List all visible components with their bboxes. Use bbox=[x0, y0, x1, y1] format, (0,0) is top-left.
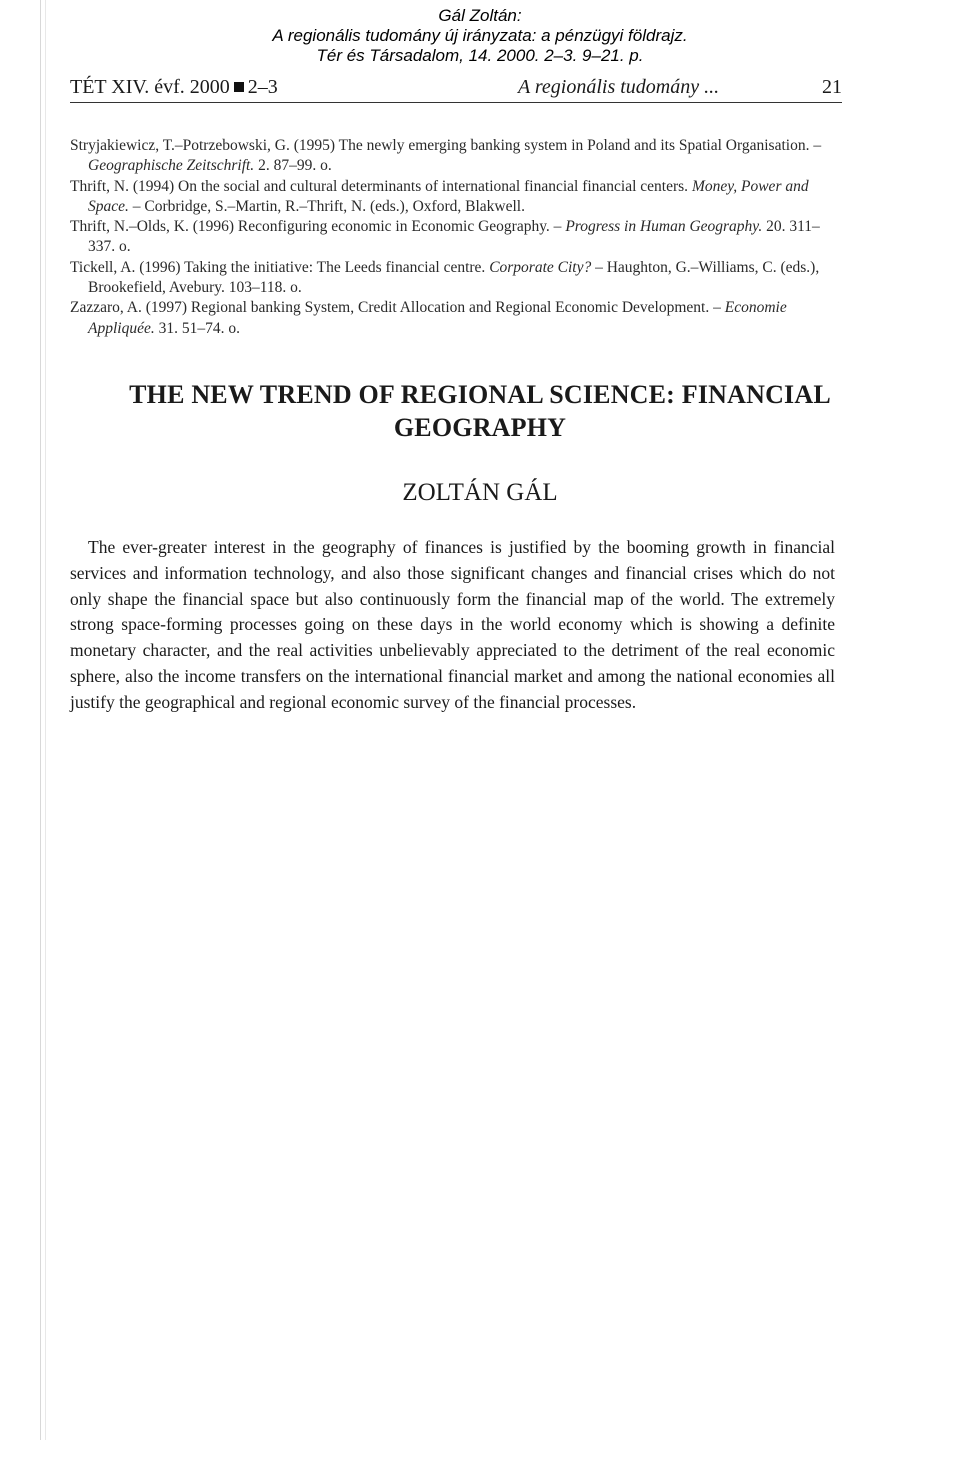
section-title: A regionális tudomány ... bbox=[518, 76, 720, 98]
reference-source: Economie Appliquée. bbox=[88, 299, 787, 337]
reference-source: Progress in Human Geography. bbox=[565, 218, 763, 236]
citation-author: Gál Zoltán: bbox=[438, 6, 522, 25]
scan-edge-line bbox=[45, 0, 46, 1440]
reference-text: – Corbridge, S.–Martin, R.–Thrift, N. (eds.), Oxford, Blakwell. bbox=[128, 197, 525, 215]
reference-text: Thrift, N.–Olds, K. (1996) Reconfiguring economic in Economic Geography. – bbox=[70, 218, 566, 236]
reference-text: 20. 311–337. o. bbox=[88, 218, 820, 256]
square-bullet-icon bbox=[234, 82, 244, 92]
reference-text: 2. 87–99. o. bbox=[254, 157, 332, 175]
reference-item bbox=[70, 177, 838, 218]
abstract-paragraph: The ever-greater interest in the geography of finances is justified by the booming growth in financial services and information technology, and also those significant changes and financial crises which do not only shape the financial space but also continuously form the financial map of the world. The extremely strong space-forming processes going on these days in the world economy which is showing a definite monetary character, and the real activities unbelievably appreciated to the detriment of the real economic sphere, also the income transfers on the international financial market and among the national economies all justify the geographical and regional economic survey of the financial processes. bbox=[70, 537, 835, 712]
reference-text: Thrift, N. (1994) On the social and cultural determinants of international financial financial centers. bbox=[70, 177, 692, 195]
reference-item bbox=[70, 258, 838, 299]
reference-item bbox=[70, 217, 838, 258]
reference-text: Tickell, A. (1996) Taking the initiative: The Leeds financial centre. bbox=[70, 258, 490, 276]
reference-list bbox=[70, 136, 838, 339]
reference-source: Money, Power and Space. bbox=[88, 177, 809, 215]
reference-source: Corporate City? bbox=[489, 258, 592, 276]
citation-title: A regionális tudomány új irányzata: a pénzügyi földrajz. bbox=[272, 26, 688, 45]
journal-name: TÉT XIV. évf. 2000 bbox=[70, 76, 230, 98]
article-author: ZOLTÁN GÁL bbox=[402, 479, 558, 506]
citation-source: Tér és Társadalom, 14. 2000. 2–3. 9–21. p. bbox=[316, 46, 644, 65]
reference-item bbox=[70, 298, 838, 339]
scan-edge-line bbox=[40, 0, 41, 1440]
reference-text: 31. 51–74. o. bbox=[154, 319, 240, 337]
running-header bbox=[70, 74, 842, 103]
article-title bbox=[70, 378, 890, 444]
journal-info bbox=[70, 74, 278, 100]
article-title-line: THE NEW TREND OF REGIONAL SCIENCE: FINANCIAL bbox=[129, 380, 831, 409]
reference-text: Stryjakiewicz, T.–Potrzebowski, G. (1995) The newly emerging banking system in Poland and its Spatial Organisation. – bbox=[70, 137, 822, 154]
reference-text: Zazzaro, A. (1997) Regional banking System, Credit Allocation and Regional Economic Development. – bbox=[70, 299, 725, 317]
reference-source: Geographische Zeitschrift. bbox=[88, 157, 255, 175]
issue-number: 2–3 bbox=[247, 76, 278, 98]
citation-block bbox=[0, 6, 960, 66]
page-number: 21 bbox=[822, 76, 842, 98]
reference-text: – Haughton, G.–Williams, C. (eds.), Brookefield, Avebury. 103–118. o. bbox=[88, 258, 820, 297]
reference-item bbox=[70, 136, 838, 177]
article-title-line: GEOGRAPHY bbox=[393, 413, 567, 442]
